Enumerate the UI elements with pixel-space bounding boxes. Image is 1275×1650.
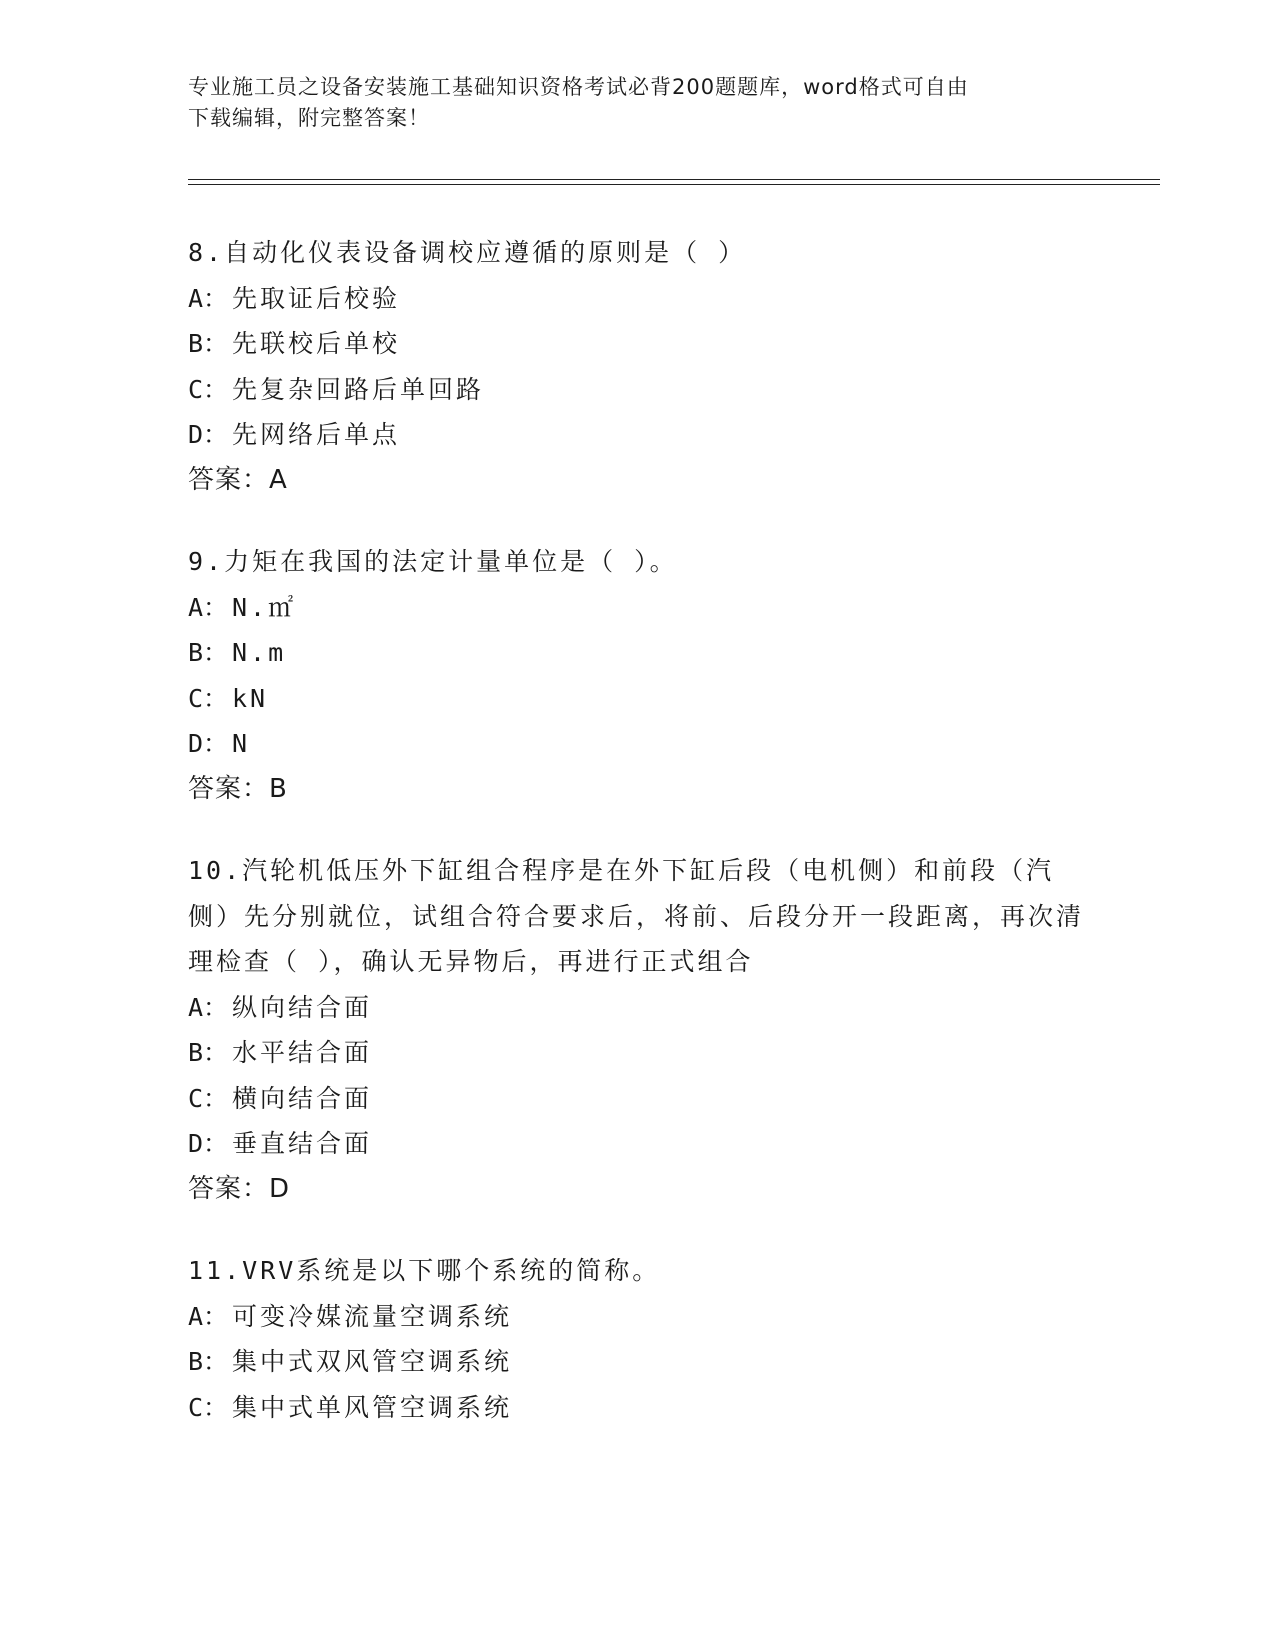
option-key: B： (188, 1038, 229, 1067)
option-text: 可变冷媒流量空调系统 (232, 1301, 513, 1331)
option-text: N.m (232, 638, 287, 667)
option-c (188, 367, 1088, 413)
option-text: 先取证后校验 (232, 283, 401, 313)
question-text: 9.力矩在我国的法定计量单位是（ ）。 (188, 547, 678, 576)
option-key: C： (188, 374, 229, 404)
header-line-2: 下载编辑，附完整答案！ (188, 106, 430, 130)
option-text: 先网络后单点 (232, 420, 401, 449)
option-text: 垂直结合面 (232, 1129, 373, 1158)
option-text: 水平结合面 (232, 1038, 373, 1067)
option-text: 集中式单风管空调系统 (232, 1392, 513, 1422)
option-key: A： (188, 1301, 229, 1331)
option-key: D： (188, 1129, 229, 1158)
option-text: 纵向结合面 (232, 992, 373, 1022)
option-text: 集中式双风管空调系统 (232, 1347, 513, 1376)
question-text: 8.自动化仪表设备调校应遵循的原则是（ ） (188, 238, 747, 267)
option-a (188, 276, 1088, 322)
option-c (188, 1076, 1088, 1122)
option-a (188, 985, 1088, 1031)
question-list (188, 230, 1088, 1466)
option-d (188, 1121, 1088, 1167)
answer: 答案：A (188, 464, 288, 495)
option-key: C： (188, 683, 229, 713)
option-d (188, 412, 1088, 458)
option-key: C： (188, 1392, 229, 1422)
option-key: D： (188, 420, 229, 449)
option-b (188, 1030, 1088, 1076)
header-rule-top (188, 179, 1160, 180)
option-key: B： (188, 638, 229, 667)
option-d (188, 721, 1088, 767)
option-key: D： (188, 729, 229, 758)
option-b (188, 321, 1088, 367)
option-key: A： (188, 992, 229, 1022)
option-text: 先复杂回路后单回路 (232, 374, 485, 404)
option-a (188, 1294, 1088, 1340)
question-text: 10.汽轮机低压外下缸组合程序是在外下缸后段（电机侧）和前段（汽侧）先分别就位，试组合符合要求后，将前、后段分开一段距离，再次清理检查（ ），确认无异物后，再进行正式组合 (188, 856, 1085, 976)
header-rule-bottom (188, 184, 1160, 185)
option-text: 先联校后单校 (232, 329, 401, 358)
question-8 (188, 230, 1088, 503)
option-text: 横向结合面 (232, 1083, 373, 1113)
option-text: kN (232, 683, 269, 713)
option-key: A： (188, 283, 229, 313)
question-9 (188, 539, 1088, 812)
option-a (188, 585, 1088, 631)
answer: 答案：D (188, 1173, 291, 1204)
option-key: B： (188, 329, 229, 358)
question-text: 11.VRV系统是以下哪个系统的简称。 (188, 1256, 661, 1285)
option-key: B： (188, 1347, 229, 1376)
header-line-1: 专业施工员之设备安装施工基础知识资格考试必背200题题库，word格式可自由 (188, 75, 969, 99)
question-11 (188, 1248, 1088, 1430)
option-c (188, 1385, 1088, 1431)
option-b (188, 1339, 1088, 1385)
answer: 答案：B (188, 773, 288, 804)
option-text: N.㎡ (232, 592, 297, 622)
option-key: C： (188, 1083, 229, 1113)
option-text: N (232, 729, 251, 758)
question-10 (188, 848, 1088, 1212)
option-c (188, 676, 1088, 722)
option-key: A： (188, 592, 229, 622)
option-b (188, 630, 1088, 676)
document-header (188, 72, 1088, 134)
